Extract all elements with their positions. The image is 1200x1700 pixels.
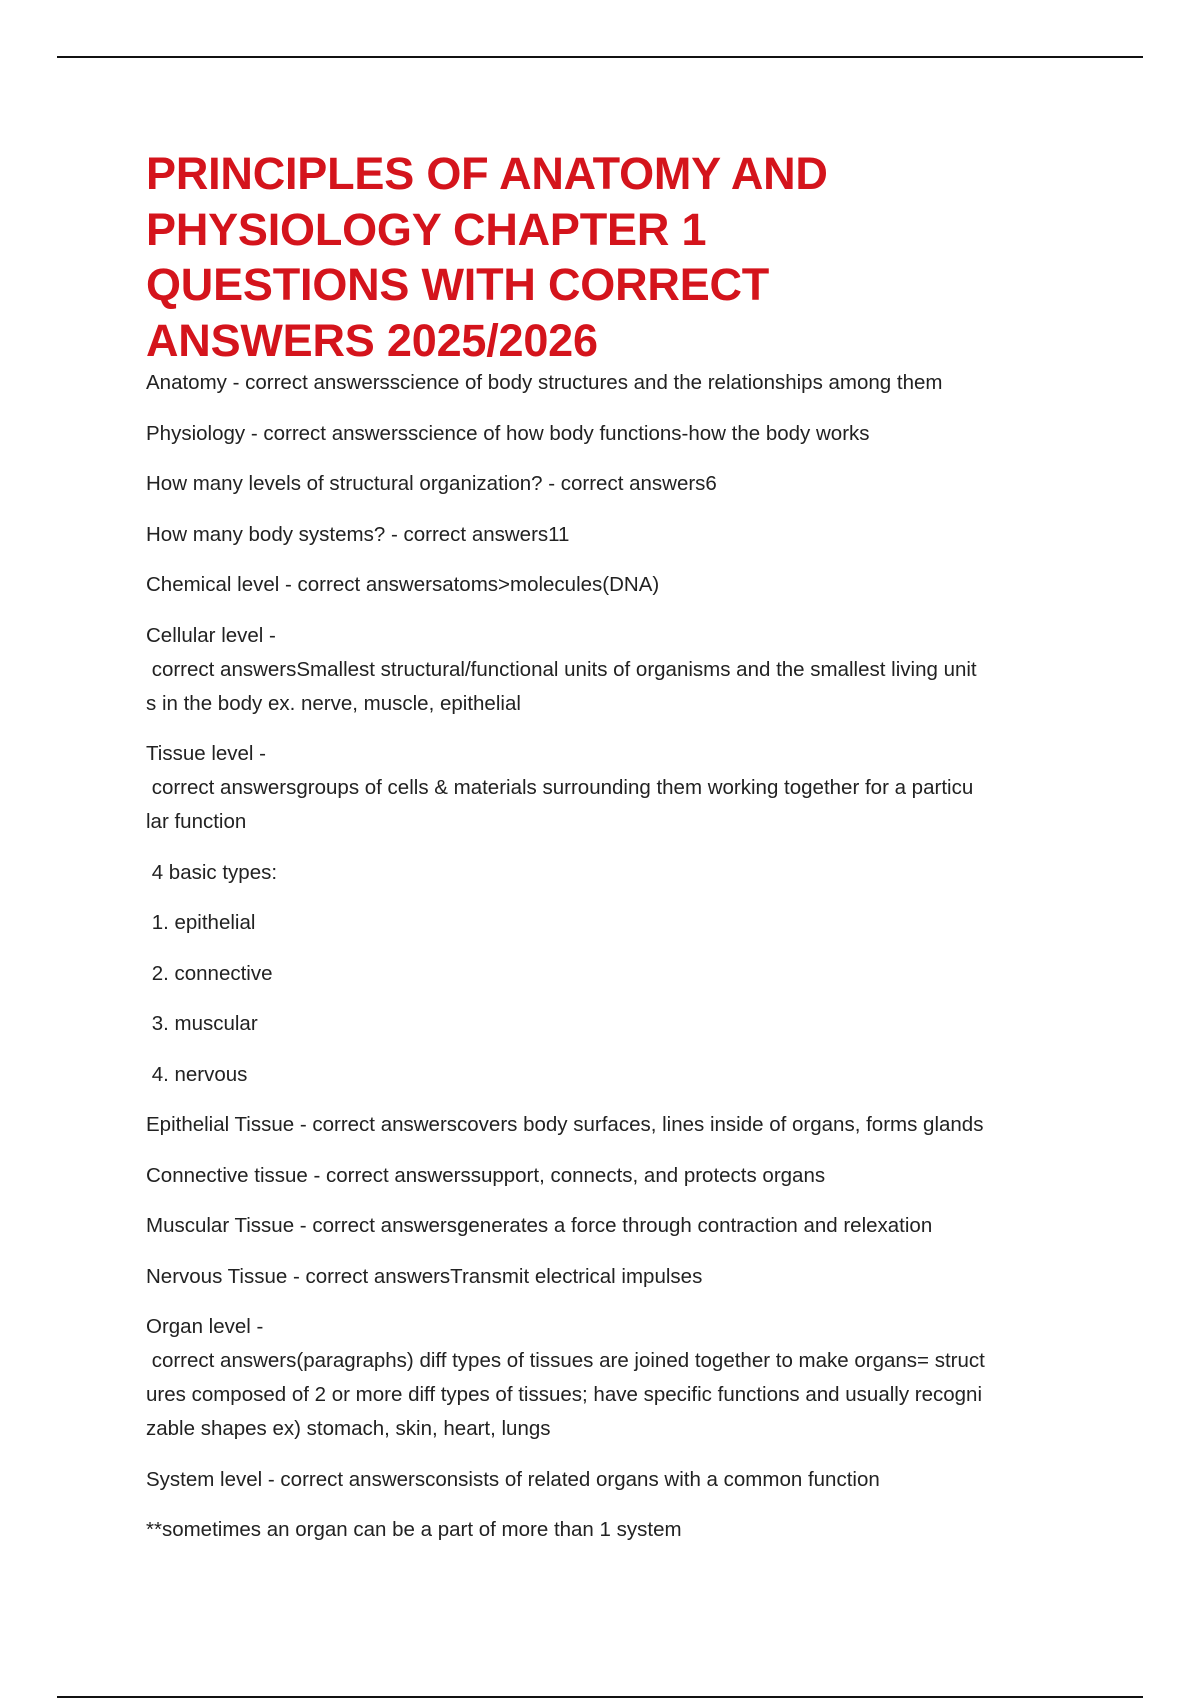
qa-entry (146, 1513, 1076, 1547)
qa-line: Tissue level - (146, 742, 266, 765)
qa-line: Chemical level - correct answersatoms>molecules(DNA) (146, 573, 660, 596)
title-line: PRINCIPLES OF ANATOMY AND (146, 148, 828, 199)
qa-entry (146, 1463, 1076, 1497)
document-title (146, 146, 1076, 368)
qa-line: How many levels of structural organization? - correct answers6 (146, 472, 717, 495)
qa-entry (146, 467, 1076, 501)
qa-line: System level - correct answersconsists of related organs with a common function (146, 1467, 880, 1491)
qa-entry (146, 417, 1076, 451)
qa-line: correct answersSmallest structural/functional units of organisms and the smallest living unit (146, 657, 977, 681)
qa-line: Physiology - correct answersscience of how body functions-how the body works (146, 421, 870, 445)
qa-line: 2. connective (146, 961, 273, 985)
qa-line: Muscular Tissue - correct answersgenerates a force through contraction and relexation (146, 1214, 933, 1237)
title-line: ANSWERS 2025/2026 (146, 314, 598, 366)
qa-entry (146, 957, 1076, 991)
qa-line: lar function (146, 810, 247, 833)
qa-entry (146, 906, 1076, 940)
qa-entry (146, 1108, 1076, 1142)
qa-line: Nervous Tissue - correct answersTransmit electrical impulses (146, 1264, 703, 1288)
qa-entry (146, 1310, 1076, 1446)
qa-line: Cellular level - (146, 623, 276, 647)
qa-entry (146, 619, 1076, 721)
qa-line: 4. nervous (146, 1062, 248, 1086)
qa-line: Epithelial Tissue - correct answerscovers body surfaces, lines inside of organs, forms glands (146, 1113, 984, 1136)
qa-entry (146, 366, 1076, 400)
qa-entry (146, 518, 1076, 552)
qa-line: 4 basic types: (146, 860, 278, 884)
qa-line: **sometimes an organ can be a part of more than 1 system (146, 1518, 682, 1541)
qa-line: correct answersgroups of cells & materials surrounding them working together for a particu (146, 776, 974, 799)
qa-entry (146, 1007, 1076, 1041)
qa-entry (146, 1058, 1076, 1092)
qa-list (146, 366, 1076, 1547)
header-rule (57, 56, 1143, 58)
qa-entry (146, 1260, 1076, 1294)
qa-entry (146, 737, 1076, 839)
qa-line: Connective tissue - correct answerssupport, connects, and protects organs (146, 1163, 826, 1187)
qa-line: zable shapes ex) stomach, skin, heart, lungs (146, 1417, 551, 1440)
qa-line: 3. muscular (146, 1012, 258, 1035)
title-line: QUESTIONS WITH CORRECT (146, 259, 770, 310)
qa-line: ures composed of 2 or more diff types of tissues; have specific functions and usually recogni (146, 1383, 983, 1406)
qa-entry (146, 1159, 1076, 1193)
qa-line: s in the body ex. nerve, muscle, epithelial (146, 691, 521, 715)
qa-line: correct answers(paragraphs) diff types of tissues are joined together to make organs= struct (146, 1349, 985, 1372)
qa-entry (146, 1209, 1076, 1243)
qa-line: 1. epithelial (146, 911, 256, 934)
qa-line: Anatomy - correct answersscience of body structures and the relationships among them (146, 371, 943, 394)
qa-entry (146, 568, 1076, 602)
document-body (146, 146, 1076, 1547)
title-line: PHYSIOLOGY CHAPTER 1 (146, 203, 707, 255)
qa-line: How many body systems? - correct answers11 (146, 522, 570, 546)
qa-entry (146, 856, 1076, 890)
qa-line: Organ level - (146, 1315, 264, 1338)
footer-rule (57, 1696, 1143, 1698)
